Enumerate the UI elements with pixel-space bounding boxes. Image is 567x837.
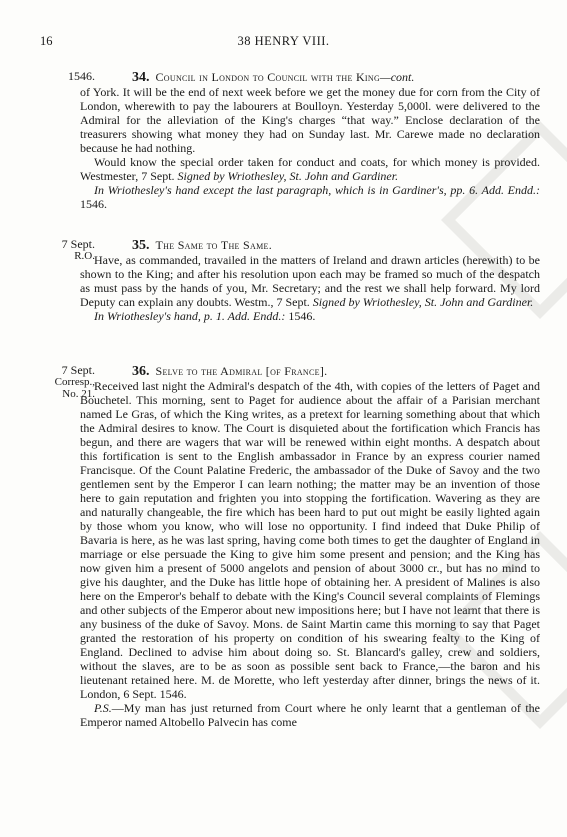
entry-text [80, 253, 540, 323]
running-head: 38 HENRY VIII. [237, 34, 330, 48]
entry-margin [40, 70, 95, 82]
paragraph-text: Have, as commanded, travailed in the matters of Ireland and drawn articles (herewith) to be shown to the King; and after his resolution upon each may be framed so much of the despatch as must pass by the hands of you, Mr. Secretary; and the rest we shall help forward. My lord Deputy can explain any doubts. Westm., 7 Sept. [80, 253, 540, 309]
paragraph: of York. It will be the end of next week before we get the money due for corn from the City of London, wherewith to pay the labourers at Boulloyn. Yesterday 5,000l. were delivered to the Admiral for the alleviation of the King's charges “that way.” Enclose declaration of the treasurers showing what money they had on Sunday last. Mr. Carewe made no declaration because he had nothing. [80, 85, 540, 155]
entry-title-cont: —cont. [380, 70, 415, 84]
margin-source: Corresp., [54, 376, 95, 388]
entry-title: Council in London to Council with the King [155, 70, 381, 84]
entry-title: The Same to The Same. [155, 238, 272, 252]
margin-source-number: No. 21. [62, 388, 95, 400]
entry-text [80, 379, 540, 729]
margin-date: 7 Sept. [61, 363, 95, 377]
note-tail: 1546. [288, 309, 316, 323]
note-italic: In Wriothesley's hand except the last paragraph, which is in Gardiner's, pp. 6. Add. Endd.: [94, 183, 540, 197]
entry-body [132, 364, 540, 379]
ps-text: —My man has just returned from Court where he only learnt that a gentleman of the Emperor named Altobello Palvecin has come [80, 701, 540, 729]
editorial-note [80, 183, 540, 211]
postscript [80, 701, 540, 729]
paragraph-text: Would know the special order taken for conduct and coats, for which money is provided. Westmester, 7 Sept. [80, 155, 540, 183]
entry-body [132, 238, 540, 253]
entry-number: 36. [132, 364, 150, 379]
entry-heading [132, 238, 540, 253]
entry-number: 35. [132, 238, 150, 253]
paragraph [80, 253, 540, 309]
signature: Signed by Wriothesley, St. John and Gardiner. [177, 169, 399, 183]
margin-date: 1546. [68, 69, 95, 83]
entry-text [80, 85, 540, 211]
paragraph [80, 155, 540, 183]
entry-title: Selve to the Admiral [of France]. [155, 364, 328, 378]
entry-heading [132, 70, 540, 85]
ps-label: P.S. [94, 701, 112, 715]
margin-date: 7 Sept. [61, 237, 95, 251]
entry-number: 34. [132, 70, 150, 85]
paragraph: Received last night the Admiral's despatch of the 4th, with copies of the letters of Paget and Bouchetel. This morning, sent to Paget for audience about the affair of a Parisian merchant named Le Gras, of which the King writes, as a pretext for learning something about that which the Admiral desires to know. The Court is disquieted about the fortification which Francis has begun, and there are wagers that war will be renewed within eight months. A despatch about this fortification is sent to the English ambassador in France by an express courier named Francisque. Of the Count Palatine Frederic, the ambassador of the Duke of Savoy and the two gentlemen sent by the Emperor I can learn nothing; the matter may be an invention of those here to gain reputation and frighten you into stopping the fortification. Wavering as they are and naturally changeable, the fire which has been hard to put out might be easily lighted again by those whom you know, who will lose no opportunity. I find indeed that Duke Philip of Bavaria is here, as he was last spring, having come both times to get the daughter of England in marriage or else persuade the King to give him some present and pension; and the King has now given him a present of 5000 angelots and pension of about 3000 cr., but has no mind to give his daughter, and the Duke has little hope of obtaining her. A president of Malines is also here on the Emperor's behalf to debate with the King's Council several complaints of Flemings and other subjects of the Emperor about new impositions here; but I have not learnt that there is any business of the duke of Savoy. Mons. de Saint Martin came this morning to say that Paget granted the restoration of his property on condition of his swearing fealty to the King of England. Declined to advise him about doing so. St. Blancard's galley, crew and soldiers, without the slaves, are to be as soon as possible sent back to France,—the baron and his lieutenant retained here. M. de Morette, who left yesterday after dinner, brings the news of it. London, 6 Sept. 1546. [80, 379, 540, 701]
page-number: 16 [40, 34, 53, 48]
note-tail: 1546. [80, 197, 107, 211]
entry-heading [132, 364, 540, 379]
editorial-note [80, 309, 540, 323]
signature: Signed by Wriothesley, St. John and Gardiner. [312, 295, 534, 309]
margin-source: R.O. [74, 250, 95, 262]
entry-body [132, 70, 540, 85]
note-italic: In Wriothesley's hand, p. 1. Add. Endd.: [94, 309, 286, 323]
